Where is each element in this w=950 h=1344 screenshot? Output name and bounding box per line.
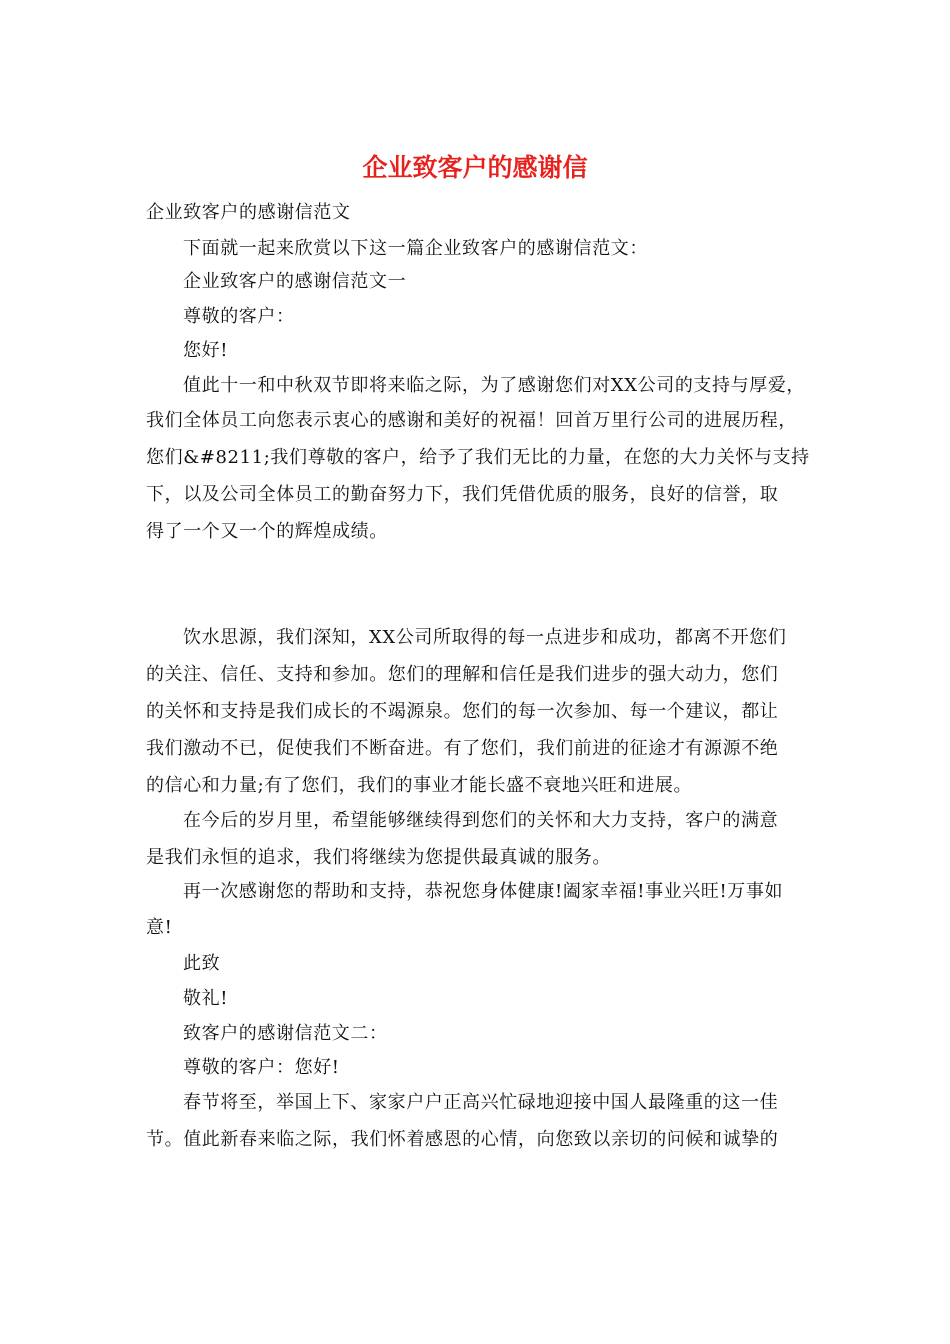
paragraph-line: 您们&#8211;我们尊敬的客户，给予了我们无比的力量，在您的大力关怀与支持 [146,447,810,468]
subtitle-line: 企业致客户的感谢信范文 [146,202,351,223]
section-heading-line: 企业致客户的感谢信范文一 [183,271,407,292]
document-title: 企业致客户的感谢信 [362,153,588,182]
paragraph-line: 饮水思源，我们深知，XX公司所取得的每一点进步和成功，都离不开您们 [183,627,787,648]
paragraph-line: 值此十一和中秋双节即将来临之际，为了感谢您们对XX公司的支持与厚爱， [183,375,806,396]
paragraph-line: 的关注、信任、支持和参加。您们的理解和信任是我们进步的强大动力，您们 [146,664,779,685]
salutation-line: 尊敬的客户：您好! [183,1057,340,1078]
paragraph-line: 意! [146,917,173,938]
paragraph-line: 的关怀和支持是我们成长的不竭源泉。您们的每一次参加、每一个建议，都让 [146,701,779,722]
paragraph-line: 春节将至，举国上下、家家户户正高兴忙碌地迎接中国人最隆重的这一佳 [183,1092,779,1113]
paragraph-line: 再一次感谢您的帮助和支持，恭祝您身体健康!阖家幸福!事业兴旺!万事如 [183,881,784,902]
paragraph-line: 得了一个又一个的辉煌成绩。 [146,521,388,542]
salutation-line: 尊敬的客户： [183,306,295,327]
paragraph-line: 下，以及公司全体员工的勤奋努力下，我们凭借优质的服务，良好的信誉，取 [146,484,779,505]
greeting-line: 您好! [183,340,229,361]
closing-line: 敬礼! [183,988,229,1009]
paragraph-line: 我们激动不已，促使我们不断奋进。有了您们，我们前进的征途才有源源不绝 [146,738,779,759]
paragraph-line: 在今后的岁月里，希望能够继续得到您们的关怀和大力支持，客户的满意 [183,810,779,831]
closing-line: 此致 [183,953,221,974]
paragraph-line: 下面就一起来欣赏以下这一篇企业致客户的感谢信范文： [183,238,648,259]
paragraph-line: 是我们永恒的追求，我们将继续为您提供最真诚的服务。 [146,847,611,868]
paragraph-line: 节。值此新春来临之际，我们怀着感恩的心情，向您致以亲切的问候和诚挚的 [146,1129,779,1150]
paragraph-line: 的信心和力量;有了您们，我们的事业才能长盛不衰地兴旺和进展。 [146,775,693,796]
section-heading-line: 致客户的感谢信范文二： [183,1023,388,1044]
paragraph-line: 我们全体员工向您表示衷心的感谢和美好的祝福！回首万里行公司的进展历程， [146,410,797,431]
